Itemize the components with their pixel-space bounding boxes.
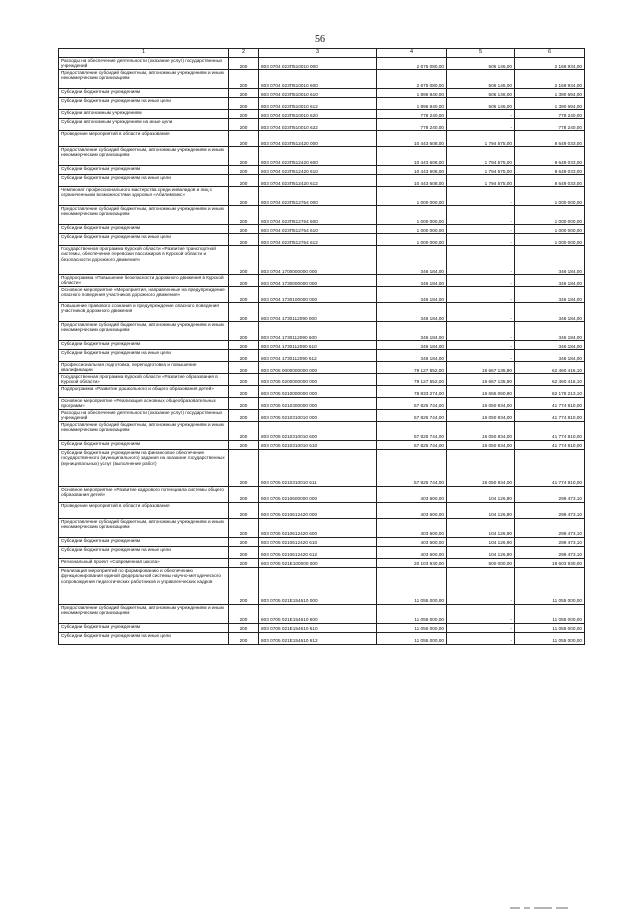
row-name: Субсидии бюджетным учреждениям [59, 440, 229, 449]
row-amount-change: 1 794 575,00 [447, 175, 515, 187]
row-amount-approved: 346 184,00 [377, 246, 447, 275]
row-name: Субсидии бюджетным учреждениям [59, 537, 229, 546]
row-classification-code: 803 0705 0210310010 610 [259, 440, 377, 449]
row-name: Субсидии бюджетным учреждениям на иные цели [59, 98, 229, 110]
table-row [59, 58, 585, 70]
row-amount-change: 104 126,90 [447, 502, 515, 518]
row-amount-change: - [447, 341, 515, 350]
row-amount-change: - [447, 567, 515, 604]
row-classification-code: 803 0704 023П512764 000 [259, 187, 377, 206]
row-amount-approved: 346 184,00 [377, 341, 447, 350]
row-group-code: 200 [229, 604, 259, 623]
row-group-code: 200 [229, 322, 259, 341]
row-name: Предоставление субсидий бюджетным, автономным учреждениям и иным некоммерческим организациям [59, 322, 229, 341]
row-amount-total: 1 000 000,00 [515, 234, 585, 246]
row-name: Предоставление субсидий бюджетным, автономным учреждениям и иным некоммерческим организациям [59, 421, 229, 440]
row-group-code: 200 [229, 558, 259, 567]
row-group-code: 200 [229, 58, 259, 70]
row-classification-code: 803 0704 023П510010 000 [259, 58, 377, 70]
row-amount-approved: 57 825 744,00 [377, 409, 447, 421]
column-header-3: 3 [259, 49, 377, 58]
row-amount-change: 104 126,90 [447, 486, 515, 502]
row-amount-total: 778 240,00 [515, 119, 585, 131]
row-name: Предоставление субсидий бюджетным, автономным учреждениям и иным некоммерческим организациям [59, 206, 229, 225]
table-row [59, 147, 585, 166]
row-classification-code: 803 0705 021Е154610 600 [259, 604, 377, 623]
row-classification-code: 803 0704 023П512420 600 [259, 147, 377, 166]
row-classification-code: 803 0704 1730112090 612 [259, 350, 377, 362]
row-amount-change: 506 146,00 [447, 70, 515, 89]
row-amount-change: - [447, 287, 515, 303]
row-amount-approved: 1 896 840,00 [377, 89, 447, 98]
row-amount-total: 1 000 000,00 [515, 187, 585, 206]
row-group-code: 200 [229, 206, 259, 225]
row-amount-total: 11 055 000,00 [515, 567, 585, 604]
row-classification-code: 803 0704 1730112090 600 [259, 322, 377, 341]
row-amount-total: 2 168 934,00 [515, 70, 585, 89]
row-classification-code: 803 0705 0210612420 600 [259, 518, 377, 537]
row-amount-approved: 2 675 080,00 [377, 58, 447, 70]
row-name: Субсидии бюджетным учреждениям на иные цели [59, 632, 229, 644]
row-amount-approved: 11 055 000,00 [377, 632, 447, 644]
row-classification-code: 803 0705 021Е154610 612 [259, 632, 377, 644]
row-name: Субсидии автономным учреждениям [59, 110, 229, 119]
row-classification-code: 803 0704 1730112090 610 [259, 341, 377, 350]
row-amount-total: 346 184,00 [515, 303, 585, 322]
row-amount-approved: 403 600,00 [377, 546, 447, 558]
row-classification-code: 803 0704 023П510010 612 [259, 98, 377, 110]
row-amount-total: 299 473,10 [515, 546, 585, 558]
row-classification-code: 803 0705 021Е154610 610 [259, 623, 377, 632]
table-header-row [59, 49, 585, 58]
table-row [59, 89, 585, 98]
row-amount-approved: 1 000 000,00 [377, 234, 447, 246]
row-name: Субсидии автономным учреждениям на иные цели [59, 119, 229, 131]
row-classification-code: 803 0705 0210000000 000 [259, 385, 377, 397]
row-amount-total: 1 390 694,00 [515, 89, 585, 98]
row-classification-code: 803 0704 1730100000 000 [259, 287, 377, 303]
row-amount-total: 8 649 033,00 [515, 175, 585, 187]
row-amount-total: 346 184,00 [515, 322, 585, 341]
table-row [59, 558, 585, 567]
row-amount-total: 62 460 416,10 [515, 374, 585, 386]
row-classification-code: 803 0704 023П512420 612 [259, 175, 377, 187]
row-classification-code: 803 0704 023П510010 600 [259, 70, 377, 89]
row-name: Субсидии бюджетным учреждениям на финансовое обеспечение государственного (муниципального) задания на оказание государственных (муниципальных) услуг (выполнение работ) [59, 449, 229, 486]
table-row [59, 546, 585, 558]
row-classification-code: 803 0705 0210310010 000 [259, 409, 377, 421]
table-row [59, 275, 585, 287]
table-row [59, 206, 585, 225]
row-amount-change: 16 050 934,00 [447, 449, 515, 486]
row-name: Основное мероприятие «Развитие кадрового потенциала системы общего образования детей» [59, 486, 229, 502]
row-group-code: 200 [229, 421, 259, 440]
row-amount-change: 506 146,00 [447, 98, 515, 110]
row-amount-total: 41 774 810,00 [515, 449, 585, 486]
row-group-code: 200 [229, 175, 259, 187]
row-amount-change: 104 126,90 [447, 518, 515, 537]
row-amount-change: 506 146,00 [447, 58, 515, 70]
row-amount-total: 62 460 416,10 [515, 362, 585, 374]
row-name: Субсидии бюджетным учреждениям на иные цели [59, 234, 229, 246]
row-group-code: 200 [229, 131, 259, 147]
row-amount-total: 299 473,10 [515, 486, 585, 502]
row-amount-total: 346 184,00 [515, 350, 585, 362]
row-amount-change: 16 667 135,90 [447, 362, 515, 374]
row-group-code: 200 [229, 567, 259, 604]
row-amount-change: 104 126,90 [447, 537, 515, 546]
row-name: Основное мероприятие «Мероприятия, направленные на предупреждение опасного поведения участников дорожного движения» [59, 287, 229, 303]
row-group-code: 200 [229, 409, 259, 421]
table-row [59, 502, 585, 518]
row-name: Предоставление субсидий бюджетным, автономным учреждениям и иным некоммерческим организациям [59, 604, 229, 623]
row-group-code: 200 [229, 234, 259, 246]
row-amount-total: 1 000 000,00 [515, 225, 585, 234]
table-row [59, 362, 585, 374]
row-classification-code: 803 0704 023П512764 612 [259, 234, 377, 246]
row-name: Профессиональная подготовка, переподготовка и повышение квалификации [59, 362, 229, 374]
row-group-code: 200 [229, 70, 259, 89]
row-amount-change: - [447, 632, 515, 644]
row-name: Субсидии бюджетным учреждениям [59, 341, 229, 350]
row-group-code: 200 [229, 287, 259, 303]
row-name: Региональный проект «Современная школа» [59, 558, 229, 567]
row-amount-total: 346 184,00 [515, 246, 585, 275]
row-amount-total: 41 774 810,00 [515, 409, 585, 421]
row-amount-approved: 57 825 744,00 [377, 421, 447, 440]
row-amount-approved: 1 896 840,00 [377, 98, 447, 110]
table-row [59, 98, 585, 110]
row-name: Субсидии бюджетным учреждениям [59, 225, 229, 234]
row-amount-total: 11 055 000,00 [515, 632, 585, 644]
row-group-code: 200 [229, 89, 259, 98]
row-amount-total: 62 178 213,10 [515, 385, 585, 397]
row-amount-approved: 79 127 552,00 [377, 362, 447, 374]
row-classification-code: 803 0705 0200000000 000 [259, 374, 377, 386]
row-classification-code: 803 0705 0210600000 000 [259, 486, 377, 502]
row-amount-change: 500 000,00 [447, 558, 515, 567]
table-row [59, 632, 585, 644]
row-amount-total: 11 055 000,00 [515, 623, 585, 632]
row-group-code: 200 [229, 119, 259, 131]
row-amount-approved: 346 184,00 [377, 303, 447, 322]
row-amount-change: - [447, 322, 515, 341]
table-row [59, 131, 585, 147]
row-amount-change: - [447, 110, 515, 119]
row-name: Расходы на обеспечение деятельности (оказание услуг) государственных учреждений [59, 409, 229, 421]
table-row [59, 440, 585, 449]
row-amount-approved: 10 443 608,00 [377, 147, 447, 166]
row-classification-code: 803 0704 1730112090 000 [259, 303, 377, 322]
table-row [59, 303, 585, 322]
table-row [59, 397, 585, 409]
row-group-code: 200 [229, 537, 259, 546]
table-row [59, 604, 585, 623]
table-row [59, 225, 585, 234]
row-amount-change: 1 794 575,00 [447, 131, 515, 147]
table-row [59, 234, 585, 246]
row-group-code: 200 [229, 246, 259, 275]
row-amount-total: 8 649 033,00 [515, 131, 585, 147]
row-amount-approved: 57 825 744,00 [377, 440, 447, 449]
row-group-code: 200 [229, 486, 259, 502]
table-row [59, 486, 585, 502]
row-amount-total: 346 184,00 [515, 287, 585, 303]
table-row [59, 567, 585, 604]
row-classification-code: 803 0704 023П510010 620 [259, 110, 377, 119]
row-group-code: 200 [229, 385, 259, 397]
row-classification-code: 803 0705 021Е154610 000 [259, 567, 377, 604]
row-group-code: 200 [229, 275, 259, 287]
row-group-code: 200 [229, 350, 259, 362]
row-amount-total: 2 168 934,00 [515, 58, 585, 70]
row-amount-approved: 11 055 000,00 [377, 604, 447, 623]
row-group-code: 200 [229, 374, 259, 386]
column-header-2: 2 [229, 49, 259, 58]
row-amount-change: - [447, 187, 515, 206]
row-group-code: 200 [229, 397, 259, 409]
row-name: Государственная программа Курской области «Развитие образования в Курской области» [59, 374, 229, 386]
row-classification-code: 803 0705 0000000000 000 [259, 362, 377, 374]
row-amount-total: 346 184,00 [515, 275, 585, 287]
budget-table [58, 48, 585, 645]
row-classification-code: 803 0704 023П512420 610 [259, 166, 377, 175]
row-classification-code: 803 0705 0210612420 000 [259, 502, 377, 518]
row-amount-approved: 20 103 930,00 [377, 558, 447, 567]
table-row [59, 70, 585, 89]
row-amount-change: 16 050 934,00 [447, 440, 515, 449]
row-classification-code: 803 0704 1730000000 000 [259, 275, 377, 287]
row-group-code: 200 [229, 518, 259, 537]
row-name: Субсидии бюджетным учреждениям [59, 623, 229, 632]
table-row [59, 187, 585, 206]
row-amount-approved: 57 825 744,00 [377, 449, 447, 486]
row-amount-total: 41 774 810,00 [515, 421, 585, 440]
row-amount-change: - [447, 234, 515, 246]
row-name: Предоставление субсидий бюджетным, автономным учреждениям и иным некоммерческим организациям [59, 518, 229, 537]
table-row [59, 374, 585, 386]
row-classification-code: 803 0705 0210310010 600 [259, 421, 377, 440]
row-group-code: 200 [229, 98, 259, 110]
row-name: Субсидии бюджетным учреждениям на иные цели [59, 546, 229, 558]
row-amount-total: 41 774 810,00 [515, 440, 585, 449]
row-name: Субсидии бюджетным учреждениям [59, 166, 229, 175]
row-group-code: 200 [229, 225, 259, 234]
table-row [59, 385, 585, 397]
row-amount-approved: 778 240,00 [377, 110, 447, 119]
row-group-code: 200 [229, 166, 259, 175]
row-amount-change: - [447, 246, 515, 275]
row-classification-code: 803 0704 1700000000 000 [259, 246, 377, 275]
row-amount-change: 16 050 934,00 [447, 397, 515, 409]
row-name: Подпрограмма «Развитие дошкольного и общего образования детей» [59, 385, 229, 397]
row-amount-change: - [447, 119, 515, 131]
row-amount-approved: 57 825 744,00 [377, 397, 447, 409]
row-amount-total: 8 649 033,00 [515, 147, 585, 166]
table-row [59, 350, 585, 362]
row-amount-approved: 78 833 274,00 [377, 385, 447, 397]
row-amount-approved: 2 675 080,00 [377, 70, 447, 89]
row-group-code: 200 [229, 187, 259, 206]
row-group-code: 200 [229, 440, 259, 449]
row-amount-change: 16 050 934,00 [447, 421, 515, 440]
row-group-code: 200 [229, 502, 259, 518]
row-name: Субсидии бюджетным учреждениям [59, 89, 229, 98]
row-amount-change: 104 126,90 [447, 546, 515, 558]
table-row [59, 409, 585, 421]
table-row [59, 537, 585, 546]
table-row [59, 518, 585, 537]
row-classification-code: 803 0705 0210300000 000 [259, 397, 377, 409]
row-amount-total: 11 055 000,00 [515, 604, 585, 623]
row-classification-code: 803 0704 023П510010 610 [259, 89, 377, 98]
row-classification-code: 803 0705 0210612420 612 [259, 546, 377, 558]
row-classification-code: 803 0705 0210310010 611 [259, 449, 377, 486]
row-amount-change: 16 050 934,00 [447, 409, 515, 421]
row-amount-approved: 79 127 552,00 [377, 374, 447, 386]
row-group-code: 200 [229, 341, 259, 350]
row-amount-change: 1 794 575,00 [447, 166, 515, 175]
table-row [59, 322, 585, 341]
row-name: Государственная программа Курской области «Развитие транспортной системы, обеспечение перевозки пассажиров в Курской области и безопасности дорожного движения» [59, 246, 229, 275]
row-amount-approved: 346 184,00 [377, 287, 447, 303]
row-name: Проведение мероприятий в области образования [59, 502, 229, 518]
row-amount-change: 16 667 135,90 [447, 374, 515, 386]
row-amount-approved: 10 443 608,00 [377, 175, 447, 187]
row-amount-total: 299 473,10 [515, 502, 585, 518]
row-name: Субсидии бюджетным учреждениям на иные цели [59, 175, 229, 187]
row-name: Подпрограмма «Повышение безопасности дорожного движения в Курской области» [59, 275, 229, 287]
row-name: Повышение правового сознания и предупреждение опасного поведения участников дорожного движения [59, 303, 229, 322]
row-amount-approved: 403 600,00 [377, 518, 447, 537]
row-name: Чемпионат профессионального мастерства среди инвалидов и лиц с ограниченными возможностями здоровья «Абилимпикс» [59, 187, 229, 206]
row-name: Основное мероприятие «Реализация основных общеобразовательных программ» [59, 397, 229, 409]
column-header-4: 4 [377, 49, 447, 58]
row-amount-approved: 10 443 608,00 [377, 166, 447, 175]
row-amount-total: 8 649 033,00 [515, 166, 585, 175]
row-amount-approved: 1 000 000,00 [377, 206, 447, 225]
row-amount-change: 506 146,00 [447, 89, 515, 98]
row-amount-change: - [447, 623, 515, 632]
table-row [59, 166, 585, 175]
row-amount-approved: 403 600,00 [377, 502, 447, 518]
row-group-code: 200 [229, 303, 259, 322]
page-number: 56 [315, 34, 325, 45]
row-amount-approved: 10 443 608,00 [377, 131, 447, 147]
row-amount-approved: 1 000 000,00 [377, 225, 447, 234]
row-name: Расходы на обеспечение деятельности (оказание услуг) государственных учреждений [59, 58, 229, 70]
row-amount-total: 299 473,10 [515, 518, 585, 537]
row-amount-approved: 1 000 000,00 [377, 187, 447, 206]
row-group-code: 200 [229, 632, 259, 644]
row-group-code: 200 [229, 449, 259, 486]
margin-stamp [510, 896, 584, 899]
row-amount-change: - [447, 350, 515, 362]
row-amount-approved: 11 055 000,00 [377, 623, 447, 632]
row-amount-total: 1 390 694,00 [515, 98, 585, 110]
column-header-6: 6 [515, 49, 585, 58]
row-classification-code: 803 0704 023П512764 600 [259, 206, 377, 225]
row-name: Предоставление субсидий бюджетным, автономным учреждениям и иным некоммерческим организациям [59, 147, 229, 166]
table-row [59, 119, 585, 131]
row-amount-approved: 346 184,00 [377, 350, 447, 362]
row-group-code: 200 [229, 623, 259, 632]
row-amount-change: - [447, 275, 515, 287]
column-header-5: 5 [447, 49, 515, 58]
table-row [59, 341, 585, 350]
row-group-code: 200 [229, 110, 259, 119]
row-classification-code: 803 0705 0210612420 610 [259, 537, 377, 546]
row-amount-change: - [447, 206, 515, 225]
row-amount-total: 41 774 810,00 [515, 397, 585, 409]
row-group-code: 200 [229, 362, 259, 374]
row-amount-approved: 778 240,00 [377, 119, 447, 131]
row-amount-change: 16 655 060,90 [447, 385, 515, 397]
row-classification-code: 803 0704 023П512420 000 [259, 131, 377, 147]
row-amount-change: - [447, 303, 515, 322]
table-row [59, 175, 585, 187]
row-amount-total: 299 473,10 [515, 537, 585, 546]
row-amount-approved: 346 184,00 [377, 275, 447, 287]
row-amount-total: 346 184,00 [515, 341, 585, 350]
row-name: Предоставление субсидий бюджетным, автономным учреждениям и иным некоммерческим организациям [59, 70, 229, 89]
row-name: Реализация мероприятий по формированию и обеспечению функционирования единой федеральной системы научно-методического сопровождения педагогических работников и управленческих кадров [59, 567, 229, 604]
row-amount-change: 1 794 575,00 [447, 147, 515, 166]
row-classification-code: 803 0704 023П512764 610 [259, 225, 377, 234]
table-row [59, 287, 585, 303]
row-amount-total: 778 240,00 [515, 110, 585, 119]
row-amount-total: 1 000 000,00 [515, 206, 585, 225]
table-body [59, 58, 585, 645]
row-amount-change: - [447, 604, 515, 623]
row-name: Субсидии бюджетным учреждениям на иные цели [59, 350, 229, 362]
row-group-code: 200 [229, 546, 259, 558]
row-name: Проведение мероприятий в области образования [59, 131, 229, 147]
row-amount-change: - [447, 225, 515, 234]
row-amount-total: 19 603 930,00 [515, 558, 585, 567]
row-classification-code: 803 0705 021Е100000 000 [259, 558, 377, 567]
row-amount-approved: 346 184,00 [377, 322, 447, 341]
table-row [59, 110, 585, 119]
row-classification-code: 803 0704 023П510010 622 [259, 119, 377, 131]
table-row [59, 421, 585, 440]
table-row [59, 623, 585, 632]
row-amount-approved: 403 600,00 [377, 486, 447, 502]
row-amount-approved: 11 055 000,00 [377, 567, 447, 604]
row-amount-approved: 403 600,00 [377, 537, 447, 546]
table-row [59, 246, 585, 275]
table-row [59, 449, 585, 486]
row-group-code: 200 [229, 147, 259, 166]
column-header-1: 1 [59, 49, 229, 58]
